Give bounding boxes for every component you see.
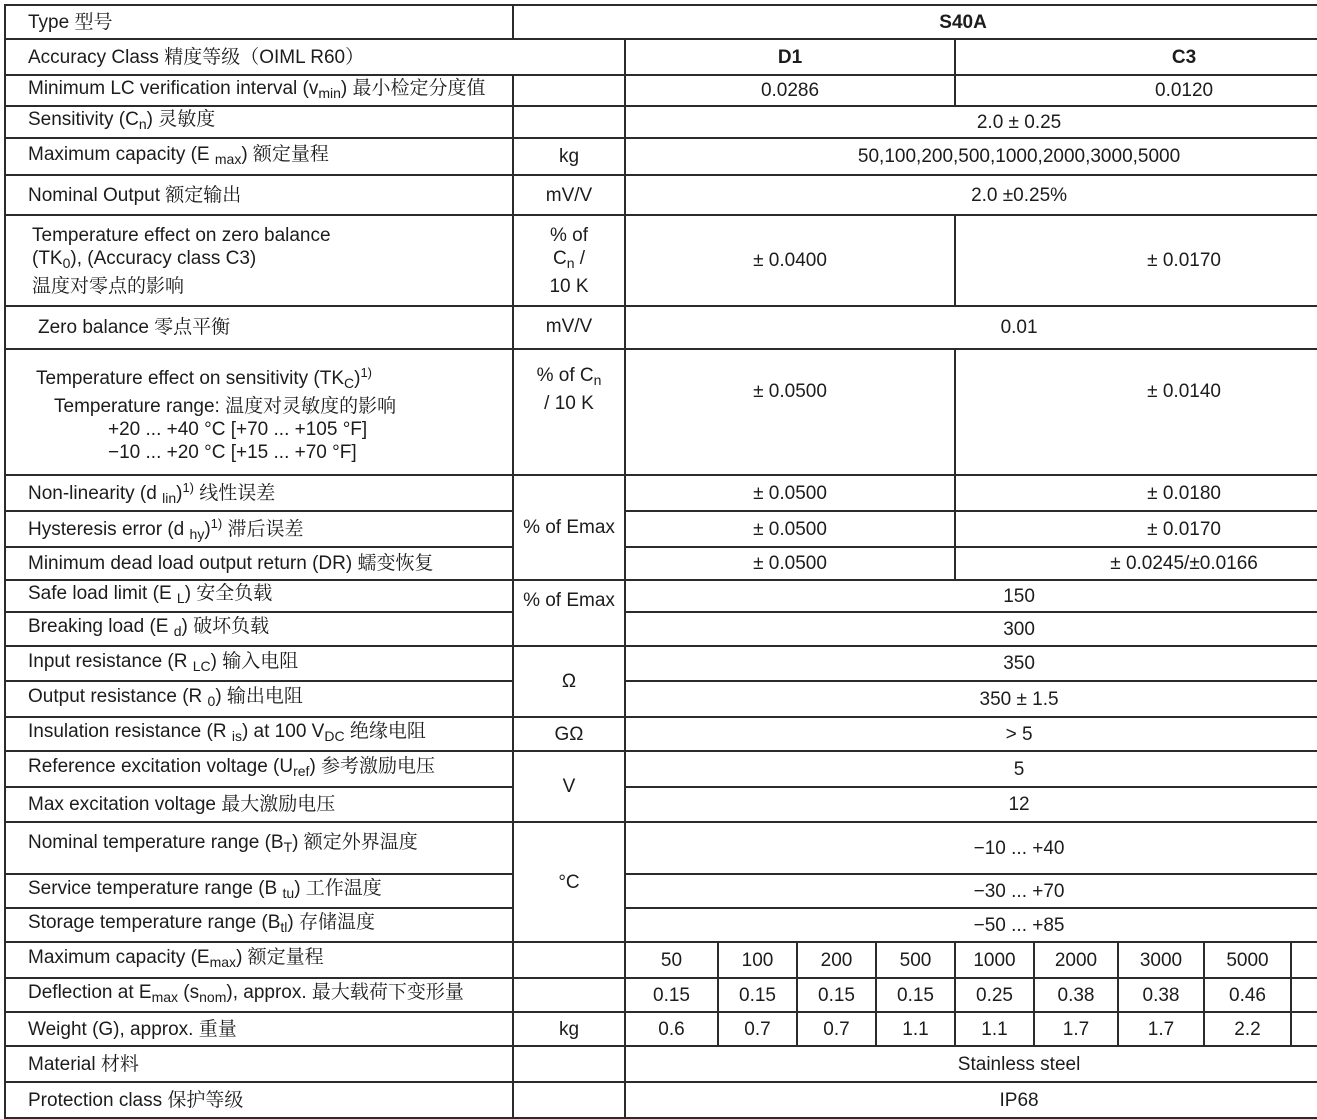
weight-unit: kg (513, 1012, 625, 1046)
safe-load-value: 150 (625, 580, 1317, 612)
tkc-c3-value: ± 0.0140 (955, 349, 1317, 475)
max-voltage-label: Max excitation voltage 最大激励电压 (5, 787, 513, 822)
sensitivity-value: 2.0 ± 0.25 (625, 106, 1317, 138)
capacity-cell: 3000 (1118, 942, 1204, 978)
material-label: Material 材料 (5, 1046, 513, 1082)
hysteresis-d1-value: ± 0.0500 (625, 511, 955, 547)
output-resistance-label: Output resistance (R $_0$) 输出电阻 (5, 681, 513, 717)
table-row (5, 75, 1317, 106)
capacity-cell: 100 (718, 942, 797, 978)
weight-cell: 1.1 (876, 1012, 955, 1046)
deflection-cell: 0.15 (718, 978, 797, 1012)
nominal-output-value: 2.0 ±0.25% (625, 175, 1317, 215)
weight-filler (1291, 1012, 1317, 1046)
nominal-output-label: Nominal Output 额定输出 (5, 175, 513, 215)
service-temp-label: Service temperature range (B $_{tu}$) 工作温度 (5, 874, 513, 908)
resistance-unit: Ω (513, 646, 625, 717)
vmin-label: Minimum LC verification interval $(v_{min})$ 最小检定分度值 (5, 75, 513, 106)
deflection-unit (513, 978, 625, 1012)
nonlinearity-c3-value: ± 0.0180 (955, 475, 1317, 511)
safe-load-label: Safe load limit (E $_L$) 安全负载 (5, 580, 513, 612)
sensitivity-label: Sensitivity $(C_n)$ 灵敏度 (5, 106, 513, 138)
insulation-unit: GΩ (513, 717, 625, 751)
deflection-cell: 0.38 (1118, 978, 1204, 1012)
table-row (5, 39, 1317, 75)
table-row (5, 874, 1317, 908)
nominal-output-unit: mV/V (513, 175, 625, 215)
model-name: S40A (513, 5, 1317, 39)
ref-voltage-value: 5 (625, 751, 1317, 787)
class-d1-header: D1 (625, 39, 955, 75)
tk0-label: Temperature effect on zero balance $(TK_0)$, (Accuracy class C3) 温度对零点的影响 (5, 215, 513, 306)
capacity-cell: 1000 (955, 942, 1034, 978)
sensitivity-unit (513, 106, 625, 138)
weight-label: Weight (G), approx. 重量 (5, 1012, 513, 1046)
deflection-cell: 0.25 (955, 978, 1034, 1012)
insulation-value: > 5 (625, 717, 1317, 751)
weight-cell: 1.1 (955, 1012, 1034, 1046)
max-capacity-label: Maximum capacity (E $_{max}$) 额定量程 (5, 138, 513, 175)
capacity-grid-label: Maximum capacity $(E_{max})$ 额定量程 (5, 942, 513, 978)
tkc-unit: % of $C_n$ / 10 K (513, 349, 625, 475)
table-row (5, 175, 1317, 215)
table-row (5, 5, 1317, 39)
deflection-filler (1291, 978, 1317, 1012)
weight-cell: 1.7 (1118, 1012, 1204, 1046)
ref-voltage-label: Reference excitation voltage $(U_{ref})$ 参考激励电压 (5, 751, 513, 787)
weight-cell: 2.2 (1204, 1012, 1291, 1046)
protection-label: Protection class 保护等级 (5, 1082, 513, 1118)
max-voltage-value: 12 (625, 787, 1317, 822)
zero-balance-label: Zero balance 零点平衡 (5, 306, 513, 349)
table-row (5, 717, 1317, 751)
deflection-label: Deflection at $E_{max}$ $(s_{nom})$, approx. 最大载荷下变形量 (5, 978, 513, 1012)
table-row (5, 1082, 1317, 1118)
voltage-unit: V (513, 751, 625, 822)
capacity-cell: 5000 (1204, 942, 1291, 978)
nominal-temp-label: Nominal temperature range $(B_T)$ 额定外界温度 (5, 822, 513, 874)
capacity-cell: 500 (876, 942, 955, 978)
table-row (5, 681, 1317, 717)
table-row (5, 475, 1317, 511)
tkc-d1-value: ± 0.0500 (625, 349, 955, 475)
table-row (5, 580, 1317, 612)
hysteresis-label: Hysteresis error (d $_{hy}$)$^{1)}$ 滞后误差 (5, 511, 513, 547)
capacity-grid-unit (513, 942, 625, 978)
tk0-d1-value: ± 0.0400 (625, 215, 955, 306)
deflection-cell: 0.38 (1034, 978, 1118, 1012)
error-group-unit: % of Emax (513, 475, 625, 580)
spec-sheet (4, 4, 1312, 1110)
capacity-cell: 200 (797, 942, 876, 978)
dead-load-label: Minimum dead load output return (DR) 蠕变恢复 (5, 547, 513, 580)
table-row (5, 306, 1317, 349)
table-row (5, 138, 1317, 175)
nonlinearity-label: Non-linearity (d $_{lin}$)$^{1)}$ 线性误差 (5, 475, 513, 511)
nonlinearity-d1-value: ± 0.0500 (625, 475, 955, 511)
weight-cell: 0.6 (625, 1012, 718, 1046)
table-row (5, 1012, 1317, 1046)
breaking-load-label: Breaking load (E $_d$) 破坏负载 (5, 612, 513, 646)
type-label: Type 型号 (5, 5, 513, 39)
table-row (5, 646, 1317, 681)
vmin-unit (513, 75, 625, 106)
nominal-temp-value: −10 ... +40 (625, 822, 1317, 874)
zero-balance-unit: mV/V (513, 306, 625, 349)
input-resistance-value: 350 (625, 646, 1317, 681)
output-resistance-value: 350 ± 1.5 (625, 681, 1317, 717)
hysteresis-c3-value: ± 0.0170 (955, 511, 1317, 547)
weight-cell: 0.7 (797, 1012, 876, 1046)
max-capacity-value: 50,100,200,500,1000,2000,3000,5000 (625, 138, 1317, 175)
max-capacity-unit: kg (513, 138, 625, 175)
table-row (5, 215, 1317, 306)
zero-balance-value: 0.01 (625, 306, 1317, 349)
temperature-unit: °C (513, 822, 625, 942)
storage-temp-value: −50 ... +85 (625, 908, 1317, 942)
table-row (5, 787, 1317, 822)
material-unit (513, 1046, 625, 1082)
dead-load-d1-value: ± 0.0500 (625, 547, 955, 580)
tk0-c3-value: ± 0.0170 (955, 215, 1317, 306)
weight-cell: 0.7 (718, 1012, 797, 1046)
table-row (5, 511, 1317, 547)
table-row (5, 822, 1317, 874)
table-row (5, 349, 1317, 475)
tkc-label: Temperature effect on sensitivity $(TK_C)^{1)}$ Temperature range: 温度对灵敏度的影响 +20 ... +40 °C [+70 ... +105 °F] −10 ... +20 °C [+15 ... +70 °F] (5, 349, 513, 475)
capacity-cell: 2000 (1034, 942, 1118, 978)
deflection-cell: 0.15 (876, 978, 955, 1012)
load-limit-unit: % of Emax (513, 580, 625, 646)
table-row (5, 908, 1317, 942)
spec-table (4, 4, 1317, 1119)
capacity-grid-filler (1291, 942, 1317, 978)
table-row (5, 942, 1317, 978)
dead-load-c3-value: ± 0.0245/±0.0166 (955, 547, 1317, 580)
input-resistance-label: Input resistance (R $_{LC}$) 输入电阻 (5, 646, 513, 681)
deflection-cell: 0.46 (1204, 978, 1291, 1012)
service-temp-value: −30 ... +70 (625, 874, 1317, 908)
table-row (5, 751, 1317, 787)
tk0-unit: % of $C_n$ / 10 K (513, 215, 625, 306)
vmin-c3-value: 0.0120 (955, 75, 1317, 106)
deflection-cell: 0.15 (797, 978, 876, 1012)
storage-temp-label: Storage temperature range $(B_{tl})$ 存储温度 (5, 908, 513, 942)
protection-value: IP68 (625, 1082, 1317, 1118)
protection-unit (513, 1082, 625, 1118)
weight-cell: 1.7 (1034, 1012, 1118, 1046)
table-row (5, 547, 1317, 580)
material-value: Stainless steel (625, 1046, 1317, 1082)
insulation-label: Insulation resistance (R $_{is}$) at 100 $V_{DC}$ 绝缘电阻 (5, 717, 513, 751)
capacity-cell: 50 (625, 942, 718, 978)
table-row (5, 978, 1317, 1012)
class-c3-header: C3 (955, 39, 1317, 75)
vmin-d1-value: 0.0286 (625, 75, 955, 106)
table-row (5, 106, 1317, 138)
deflection-cell: 0.15 (625, 978, 718, 1012)
accuracy-class-label: Accuracy Class 精度等级（OIML R60） (5, 39, 625, 75)
breaking-load-value: 300 (625, 612, 1317, 646)
table-row (5, 1046, 1317, 1082)
table-row (5, 612, 1317, 646)
